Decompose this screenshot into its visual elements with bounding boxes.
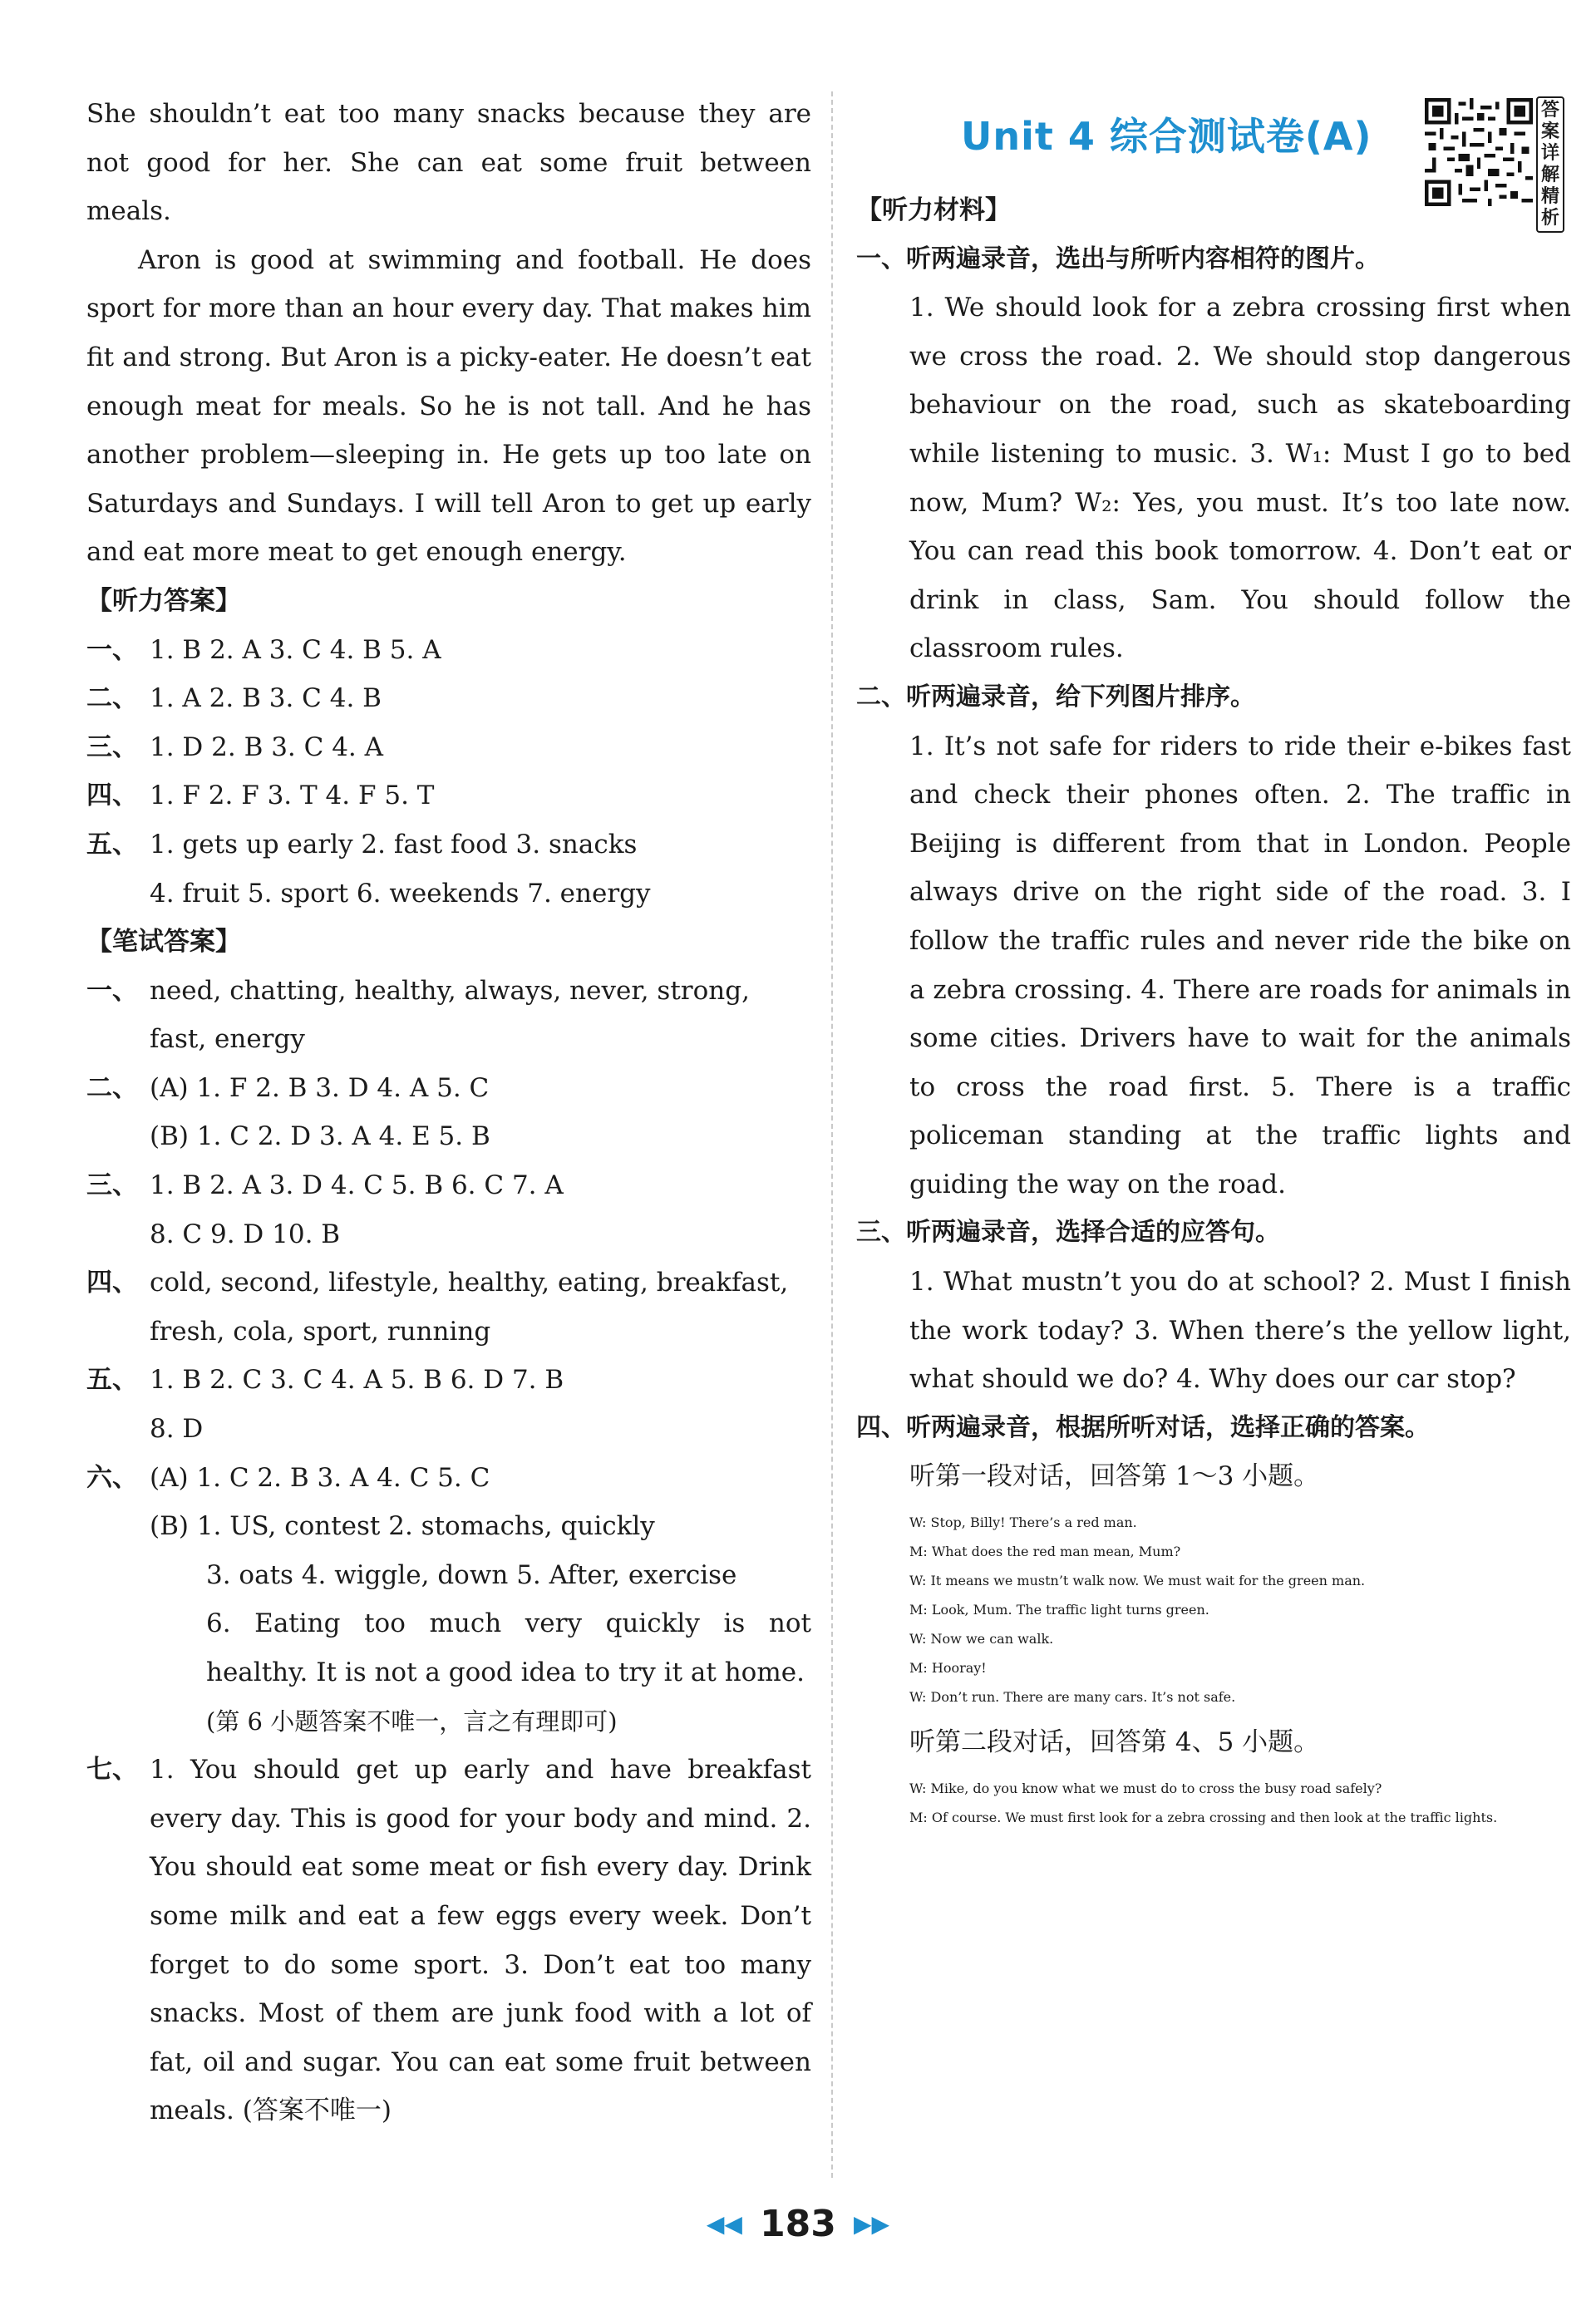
answer-text: 1. B 2. A 3. C 4. B 5. A xyxy=(150,634,441,665)
section-label: 四、 xyxy=(86,781,138,811)
answer-text: 1. gets up early 2. fast food 3. snacks xyxy=(150,829,638,859)
listening-answer-row xyxy=(86,723,811,772)
material-header: 【听力材料】 xyxy=(856,195,1011,225)
passage-para-2: Aron is good at swimming and football. He does sport for more than an hour every day. That makes him fit and strong. But Aron is a picky-eater. He doesn’t eat enough meat for meals. So he is not tall. And he has another problem—sleeping in. He gets up too late on Saturdays and Sundays. I will tell Aron to get up early and eat more meat to get enough energy. xyxy=(86,244,811,568)
section-label: 二、 xyxy=(86,683,138,714)
written-answers-header: 【笔试答案】 xyxy=(86,927,241,958)
written-answer-row xyxy=(86,1064,811,1113)
dialogue-line: W: Stop, Billy! There’s a red man. xyxy=(909,1515,1137,1531)
written-answer-row xyxy=(86,1161,811,1210)
column-divider xyxy=(831,91,833,2178)
section-title: 四、听两遍录音，根据所听对话，选择正确的答案。 xyxy=(856,1412,1430,1442)
dialogue-line: W: Now we can walk. xyxy=(909,1631,1054,1647)
answer-text: 1. B 2. C 3. C 4. A 5. B 6. D 7. B xyxy=(150,1365,564,1396)
section-label: 六、 xyxy=(86,1462,138,1493)
written-answer-row xyxy=(86,1746,811,2135)
answer-continuation: 6. Eating too much very quickly is not healthy. It is not a good idea to try it at home. xyxy=(206,1608,811,1687)
dialogue-line: W: It means we mustn’t walk now. We must wait for the green man. xyxy=(909,1573,1366,1589)
page-number: 183 xyxy=(760,2203,836,2245)
passage-para-1: She shouldn’t eat too many snacks because they are not good for her. She can eat some fruit between meals. xyxy=(86,99,811,227)
answer-text: 1. A 2. B 3. C 4. B xyxy=(150,683,382,714)
right-column xyxy=(856,186,1571,1839)
dialogue-intro: 听第一段对话，回答第 1～3 小题。 xyxy=(909,1461,1320,1492)
dialogue-line: W: Don’t run. There are many cars. It’s not safe. xyxy=(909,1689,1236,1706)
answer-text: cold, second, lifestyle, healthy, eating, breakfast, xyxy=(150,1268,789,1298)
page-title: Unit 4 综合测试卷(A) xyxy=(961,114,1372,159)
written-answer-row xyxy=(86,967,811,1016)
listening-answer-row xyxy=(86,626,811,675)
answer-continuation: 8. C 9. D 10. B xyxy=(150,1219,341,1249)
listening-answer-row xyxy=(86,674,811,723)
answer-continuation: 4. fruit 5. sport 6. weekends 7. energy xyxy=(150,878,651,909)
answer-continuation: fresh, cola, sport, running xyxy=(150,1316,491,1347)
page-footer xyxy=(0,2203,1596,2245)
written-answer-row xyxy=(86,1258,811,1308)
section-label: 一、 xyxy=(86,975,138,1006)
answer-text: (A) 1. F 2. B 3. D 4. A 5. C xyxy=(150,1072,490,1103)
answer-continuation: 8. D xyxy=(150,1414,204,1445)
section-text: 1. It’s not safe for riders to ride their e-bikes fast and check their phones often. 2. The traffic in Beijing is different from that in London. People always drive on the right side of the road. 3. I follow the traffic rules and never ride the bike on a zebra crossing. 4. There are roads for animals in some cities. Drivers have to wait for the animals to cross the road first. 5. There is a traffic policeman standing at the traffic lights and guiding the way on the road. xyxy=(909,731,1571,1199)
answer-text: 1. B 2. A 3. D 4. C 5. B 6. C 7. A xyxy=(150,1170,564,1201)
section-text: 1. We should look for a zebra crossing first when we cross the road. 2. We should stop dangerous behaviour on the road, such as skateboarding while listening to music. 3. W₁: Must I go to bed now, Mum? W₂: Yes, you must. It’s too late now. You can read this book tomorrow. 4. Don’t eat or drink in class, Sam. You should follow the classroom rules. xyxy=(909,293,1571,664)
dialogue-line: M: What does the red man mean, Mum? xyxy=(909,1544,1181,1560)
dialogue-intro: 听第二段对话，回答第 4、5 小题。 xyxy=(909,1727,1320,1758)
section-label: 七、 xyxy=(86,1755,138,1785)
dialogue-line: M: Hooray! xyxy=(909,1660,987,1677)
next-page-icon[interactable]: ▶▶ xyxy=(854,2210,890,2238)
section-label: 一、 xyxy=(86,634,138,665)
section-label: 三、 xyxy=(86,1170,138,1201)
answer-continuation: 3. oats 4. wiggle, down 5. After, exercise xyxy=(206,1559,737,1590)
listening-answer-row xyxy=(86,771,811,820)
answer-continuation: fast, energy xyxy=(150,1024,305,1055)
section-text: 1. What mustn’t you do at school? 2. Must I finish the work today? 3. When there’s the yellow light, what should we do? 4. Why does our car stop? xyxy=(909,1267,1571,1395)
dialogue-line: W: Mike, do you know what we must do to cross the busy road safely? xyxy=(909,1780,1382,1796)
answer-text: 1. You should get up early and have breakfast every day. This is good for your body and mind. 2. You should eat some meat or fish every day. Drink some milk and eat a few eggs every week. Don’t forget to do some sport. 3. Don’t eat too many snacks. Most of them are junk food with a lot of fat, oil and sugar. You can eat some fruit between meals. (答案不唯一) xyxy=(150,1755,811,2126)
qr-side-label: 答案详解精析 xyxy=(1536,96,1564,233)
written-answer-row xyxy=(86,1454,811,1503)
left-column xyxy=(86,90,811,2135)
answer-text: 1. F 2. F 3. T 4. F 5. T xyxy=(150,781,435,811)
section-title: 一、听两遍录音，选出与所听内容相符的图片。 xyxy=(856,244,1380,273)
section-label: 五、 xyxy=(86,829,138,859)
section-title: 二、听两遍录音，给下列图片排序。 xyxy=(856,682,1255,712)
answer-text: 1. D 2. B 3. C 4. A xyxy=(150,731,384,762)
dialogue-line: M: Look, Mum. The traffic light turns green. xyxy=(909,1602,1209,1618)
answer-continuation: (B) 1. US, contest 2. stomachs, quickly xyxy=(150,1511,655,1542)
section-label: 五、 xyxy=(86,1365,138,1396)
section-label: 四、 xyxy=(86,1268,138,1298)
answer-note: (第 6 小题答案不唯一，言之有理即可) xyxy=(206,1707,618,1736)
section-title: 三、听两遍录音，选择合适的应答句。 xyxy=(856,1218,1280,1248)
written-answer-row xyxy=(86,1356,811,1405)
answer-text: need, chatting, healthy, always, never, strong, xyxy=(150,975,750,1006)
previous-page-icon[interactable]: ◀◀ xyxy=(706,2210,742,2238)
answer-continuation: (B) 1. C 2. D 3. A 4. E 5. B xyxy=(150,1121,490,1152)
listening-answer-row xyxy=(86,820,811,869)
listening-answers-header: 【听力答案】 xyxy=(86,585,241,616)
answer-text: (A) 1. C 2. B 3. A 4. C 5. C xyxy=(150,1462,490,1493)
section-label: 三、 xyxy=(86,731,138,762)
section-label: 二、 xyxy=(86,1072,138,1103)
dialogue-line: M: Of course. We must first look for a zebra crossing and then look at the traffic lights. xyxy=(909,1809,1498,1825)
